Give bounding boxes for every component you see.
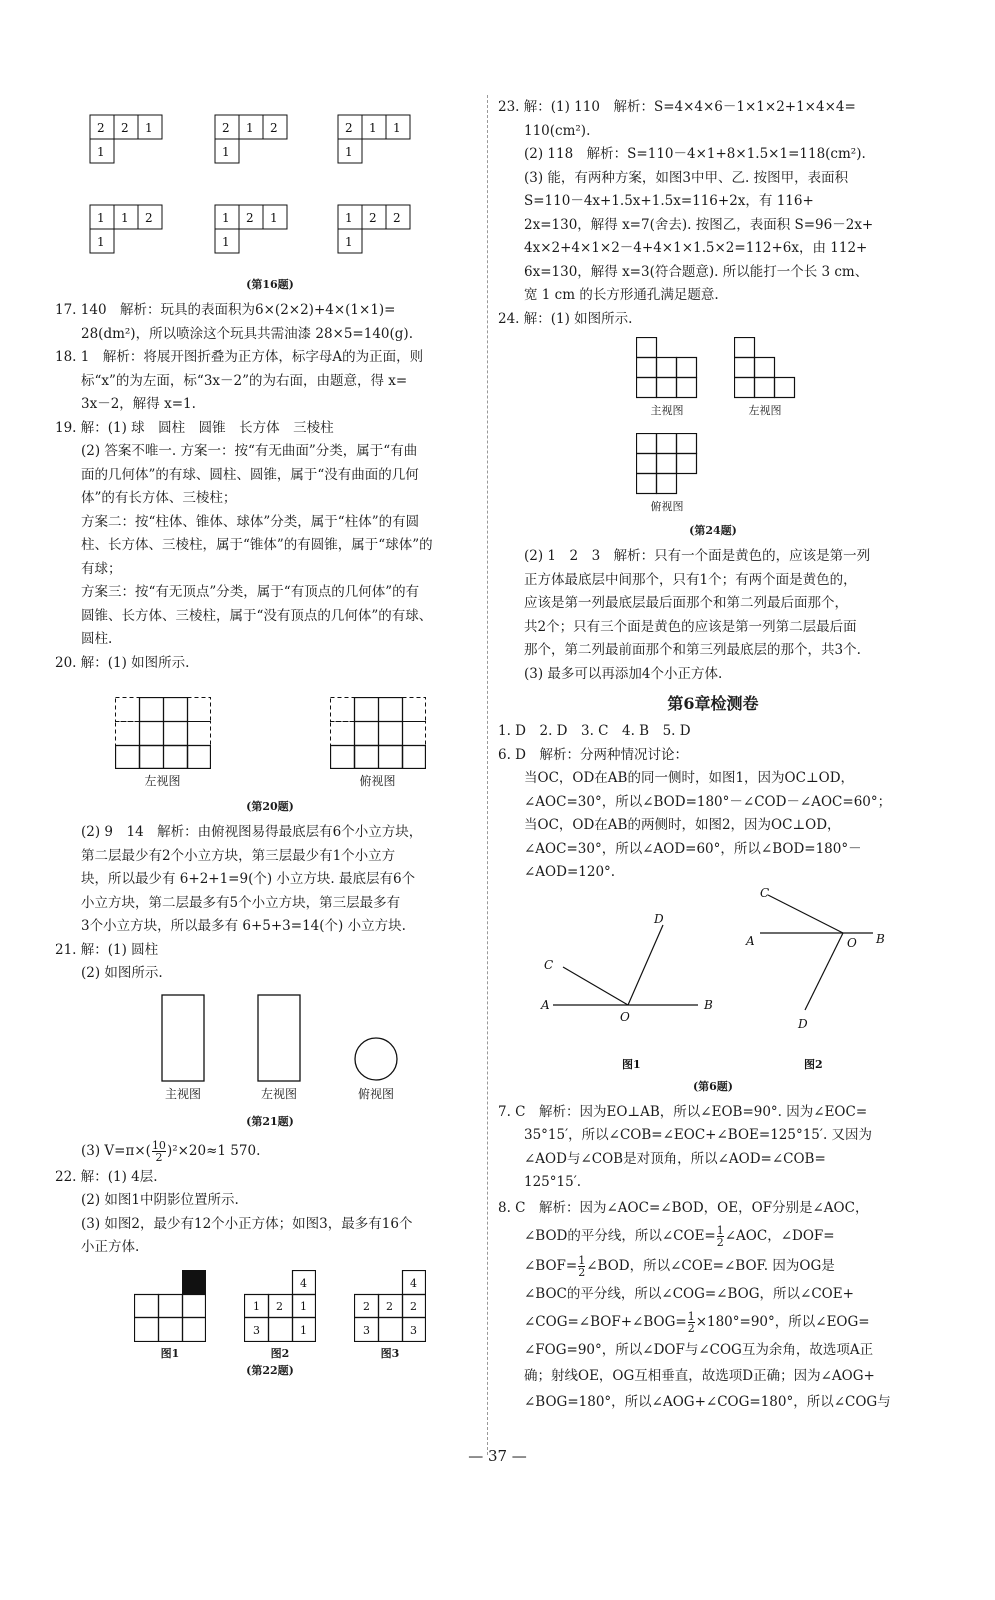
q22-line: 22. 解：(1) 4层.: [55, 1168, 158, 1185]
point-a: A: [746, 933, 755, 948]
point-a: A: [541, 997, 550, 1012]
q22: [55, 1166, 485, 1260]
q21-fraction: [152, 1140, 166, 1163]
q21-top-view: [353, 1036, 399, 1102]
half-fraction: [717, 1225, 724, 1248]
q22-line: (2) 如图1中阴影位置所示.: [81, 1192, 239, 1208]
q21-head: 21. 解：(1) 圆柱: [55, 941, 159, 958]
q21-volume-post: )²×20≈1 570.: [166, 1142, 261, 1159]
q16-net-6-labels: [345, 211, 401, 249]
q22-fig2-drawing: [244, 1270, 316, 1342]
q6-figures: [498, 885, 928, 1077]
q8-line: ∠BOG=180°，所以∠AOG+∠COG=180°，所以∠COG与: [524, 1393, 891, 1410]
frac-num: 1: [716, 1223, 724, 1237]
svg-text:1: 1: [222, 145, 230, 159]
svg-text:2: 2: [276, 1299, 283, 1313]
q24-line: (2) 1 2 3 解析：只有一个面是黄色的，应该是第一列: [524, 548, 871, 564]
svg-text:2: 2: [393, 211, 401, 225]
q24-top-view: [636, 433, 698, 514]
q1-to-q5: 1. D 2. D 3. C 4. B 5. D: [498, 723, 691, 739]
q6-fig1-label: 图1: [622, 1057, 641, 1071]
q21-front-label: 主视图: [164, 1086, 201, 1101]
svg-text:2: 2: [145, 211, 153, 225]
q22-fig1: [134, 1270, 206, 1361]
left-column: [55, 90, 485, 1385]
q21-side-view: [257, 994, 301, 1102]
q16-net-3-labels: [345, 121, 401, 159]
q23-line: (2) 118 解析：S=110－4×1+8×1.5×1=118(cm²).: [524, 146, 866, 162]
q22-fig1-drawing: [134, 1270, 206, 1342]
q7-line: 7. C 解析：因为EO⊥AB，所以∠EOB=90°. 因为∠EOC=: [498, 1103, 868, 1120]
q8-text: ∠COG=∠BOF+∠BOG=: [524, 1313, 687, 1330]
svg-text:3: 3: [410, 1323, 417, 1337]
point-b: B: [876, 931, 885, 946]
point-o: O: [620, 1009, 630, 1024]
q17-line: 28(dm²)，所以喷涂这个玩具共需油漆 28×5=140(g).: [81, 325, 413, 342]
q21-front-view: [161, 994, 205, 1102]
q6-line: 6. D 解析：分两种情况讨论：: [498, 746, 688, 763]
q24-side-label: 左视图: [748, 404, 782, 417]
point-d: D: [654, 911, 664, 926]
frac-den: 2: [578, 1265, 586, 1279]
q20-top-view: [330, 697, 426, 789]
q16-net-4-labels: [97, 211, 153, 249]
q23-line: 110(cm²).: [524, 122, 591, 139]
half-fraction: [688, 1311, 695, 1334]
q21-sub: (2) 如图所示.: [81, 965, 163, 981]
q22-line: 小正方体.: [81, 1239, 140, 1255]
chapter6-title: 第6章检测卷: [667, 694, 759, 713]
svg-text:1: 1: [97, 211, 105, 225]
q24-head: 24. 解：(1) 如图所示.: [498, 310, 633, 327]
q6-line: 当OC，OD在AB的两侧时，如图2，因为OC⊥OD，: [524, 817, 841, 833]
q7: [498, 1101, 928, 1195]
q20-head: 20. 解：(1) 如图所示.: [55, 654, 190, 671]
svg-text:2: 2: [121, 121, 129, 135]
svg-text:1: 1: [222, 211, 230, 225]
svg-text:2: 2: [270, 121, 278, 135]
q22-fig2: [244, 1270, 316, 1361]
q8-line: ∠FOG=90°，所以∠DOF与∠COG互为余角，故选项A正: [524, 1341, 874, 1358]
q24-line: (3) 最多可以再添加4个小正方体.: [524, 665, 723, 682]
svg-text:3: 3: [363, 1323, 370, 1337]
q22-fig2-label: 图2: [270, 1346, 290, 1360]
q21-caption: (第21题): [246, 1114, 294, 1128]
q16-net-figures: [55, 90, 485, 275]
q21-top-circle: [353, 1036, 399, 1082]
frac-den: 2: [716, 1235, 724, 1249]
q24-top-label: 俯视图: [650, 500, 684, 513]
q17-line: 17. 140 解析：玩具的表面积为6×(2×2)+4×(1×1)=: [55, 302, 396, 318]
q20-figures: [55, 675, 485, 789]
q6-caption: (第6题): [692, 1079, 734, 1093]
q6-line: ∠AOD=120°.: [524, 864, 616, 880]
page-number: — 37 —: [468, 1447, 527, 1465]
q23: [498, 96, 928, 308]
svg-text:2: 2: [410, 1299, 417, 1313]
q20-body: [55, 821, 485, 939]
q6-fig1: [553, 925, 698, 1005]
svg-text:1: 1: [246, 121, 254, 135]
q18: [55, 346, 485, 417]
column-divider: [487, 95, 488, 1455]
q20-line: 小立方块，第二层最多有5个小立方块，第三层最多有: [81, 894, 401, 911]
q23-line: (3) 能，有两种方案，如图3中甲、乙. 按图甲，表面积: [524, 169, 849, 186]
svg-text:1: 1: [345, 145, 353, 159]
q24-line: 那个，第二列最前面那个和第三列最底层的那个，共3个.: [524, 642, 861, 658]
q21-top-label: 俯视图: [357, 1086, 394, 1101]
svg-text:2: 2: [222, 121, 230, 135]
q24-side-drawing: [734, 337, 796, 399]
q8-line: 确；射线OE，OG互相垂直，故选项D正确；因为∠AOG+: [524, 1367, 875, 1384]
q19-line: 面的几何体”的有球、圆柱、圆锥，属于“没有曲面的几何: [81, 466, 419, 483]
svg-text:4: 4: [410, 1276, 417, 1290]
point-c: C: [760, 885, 770, 900]
q18-line: 标“x”的为左面，标“3x－2”的为右面，由题意，得 x=: [81, 372, 408, 389]
q17: [55, 299, 485, 346]
q8-line: [498, 1251, 928, 1281]
q20-line: 3个小立方块，所以最多有 6+5+3=14(个) 小立方块.: [81, 918, 406, 934]
svg-text:1: 1: [345, 235, 353, 249]
q16-caption: (第16题): [246, 278, 294, 291]
q20-line: 块，所以最少有 6+2+1=9(个) 小立方块. 最底层有6个: [81, 871, 416, 887]
svg-text:2: 2: [345, 121, 353, 135]
svg-text:1: 1: [369, 121, 377, 135]
q22-figures: [55, 1260, 485, 1361]
q21-side-label: 左视图: [260, 1086, 297, 1101]
q21-frac-den: 2: [152, 1151, 166, 1163]
q23-line: 23. 解：(1) 110 解析：S=4×4×6－1×1×2+1×4×4=: [498, 99, 856, 115]
q20-caption: (第20题): [246, 800, 294, 813]
point-d: D: [798, 1016, 808, 1031]
q23-line: 宽 1 cm 的长方形通孔满足题意.: [524, 287, 719, 303]
q6-fig2-label: 图2: [804, 1057, 823, 1071]
q24-line: 正方体最底层中间那个，只有1个；有两个面是黄色的，: [524, 571, 857, 588]
point-c: C: [544, 957, 554, 972]
q19-line: 19. 解：(1) 球 圆柱 圆锥 长方体 三棱柱: [55, 419, 334, 436]
q21-front-rect: [161, 994, 205, 1082]
q24-line: 应该是第一列最底层最后面那个和第二列最后面那个，: [524, 595, 848, 611]
q24-body: [498, 545, 928, 686]
q24-front-view: [636, 337, 698, 418]
q23-line: S=110－4x+1.5x+1.5x=116+2x，有 116+: [524, 193, 814, 209]
q8-text: ∠BOD，所以∠COE=∠BOF. 因为OG是: [586, 1257, 835, 1274]
q16-net-2-labels: [222, 121, 278, 159]
q19-line: 有球；: [81, 560, 122, 577]
q21-side-rect: [257, 994, 301, 1082]
point-b: B: [704, 997, 713, 1012]
q19-line: 圆柱.: [81, 631, 113, 647]
q16-net-1-labels: [97, 121, 153, 159]
svg-text:1: 1: [222, 235, 230, 249]
q8-line: [498, 1221, 928, 1251]
q19-line: 方案三：按“有无顶点”分类，属于“有顶点的几何体”的有: [81, 584, 420, 600]
q23-line: 6x=130，解得 x=3(符合题意). 所以能打一个长 3 cm、: [524, 263, 869, 280]
svg-text:1: 1: [345, 211, 353, 225]
right-column: [498, 90, 928, 1415]
q19-line: 体”的有长方体、三棱柱；: [81, 490, 237, 506]
svg-text:3: 3: [253, 1323, 260, 1337]
q22-fig1-label: 图1: [160, 1346, 180, 1360]
q23-line: 4x×2+4×1×2－4+4×1×1.5×2=112+6x，由 112+: [524, 240, 868, 256]
q6-fig2: [760, 895, 873, 1010]
q22-fig3-drawing: [354, 1270, 426, 1342]
q24-top-drawing: [636, 433, 698, 495]
svg-text:1: 1: [121, 211, 129, 225]
frac-den: 2: [687, 1321, 695, 1335]
svg-text:1: 1: [300, 1323, 307, 1337]
q8-text: ∠AOC，∠DOF=: [724, 1227, 835, 1244]
frac-num: 1: [687, 1309, 695, 1323]
q21-volume-pre: (3) V=π×(: [81, 1142, 151, 1159]
q20-left-view: [115, 697, 211, 789]
svg-text:4: 4: [300, 1276, 307, 1290]
half-fraction: [578, 1255, 585, 1278]
frac-num: 1: [578, 1253, 586, 1267]
q18-line: 18. 1 解析：将展开图折叠为正方体，标字母A的为正面，则: [55, 349, 424, 365]
q7-line: 35°15′，所以∠COB=∠EOC+∠BOE=125°15′. 又因为: [524, 1127, 873, 1143]
q18-line: 3x－2，解得 x=1.: [81, 396, 196, 412]
q19-line: 圆锥、长方体、三棱柱，属于“没有顶点的几何体”的有球、: [81, 607, 433, 624]
q20-top-view-label: 俯视图: [359, 774, 396, 788]
q8: [498, 1195, 928, 1415]
svg-text:2: 2: [369, 211, 377, 225]
q21-figures: [55, 986, 485, 1102]
q20-line: (2) 9 14 解析：由俯视图易得最底层有6个小立方块，: [81, 824, 423, 840]
q24-caption: (第24题): [689, 524, 737, 537]
q6-angle-figures: [498, 885, 928, 1077]
q21-volume: [55, 1136, 485, 1166]
q16-net-5-labels: [222, 211, 278, 249]
q22-shaded-cell: [183, 1270, 206, 1294]
q22-caption: (第22题): [246, 1363, 294, 1377]
q24-line: 共2个；只有三个面是黄色的应该是第一列第二层最后面: [524, 618, 857, 635]
q6-line: 当OC，OD在AB的同一侧时，如图1，因为OC⊥OD，: [524, 770, 855, 786]
q6-line: ∠AOC=30°，所以∠AOD=60°，所以∠BOD=180°－: [524, 840, 862, 857]
svg-text:1: 1: [145, 121, 153, 135]
point-o: O: [847, 935, 857, 950]
q20-left-view-label: 左视图: [144, 774, 181, 788]
q19-line: (2) 答案不唯一. 方案一：按“有无曲面”分类，属于“有曲: [81, 443, 418, 459]
q6-fig1-labels: [540, 912, 713, 1024]
q19: [55, 417, 485, 652]
q20-line: 第二层最少有2个小立方块，第三层最少有1个小立方: [81, 847, 396, 864]
q24-front-drawing: [636, 337, 698, 399]
q16-figures: [55, 90, 485, 275]
q20-top-view-drawing: [330, 697, 426, 769]
q8-line: ∠BOC的平分线，所以∠COG=∠BOG，所以∠COE+: [524, 1285, 854, 1302]
q8-line: 8. C 解析：因为∠AOC=∠BOD，OE，OF分别是∠AOC，: [498, 1199, 869, 1216]
q6-line: ∠AOC=30°，所以∠BOD=180°－∠COD－∠AOC=60°；: [524, 793, 892, 810]
q21-frac-num: 10: [151, 1138, 166, 1152]
q19-line: 柱、长方体、三棱柱，属于“锥体”的有圆锥，属于“球体”的: [81, 537, 433, 553]
svg-text:1: 1: [253, 1299, 260, 1313]
q6-fig2-labels: [745, 886, 885, 1031]
svg-text:1: 1: [97, 235, 105, 249]
q24-figures: [498, 331, 928, 521]
q8-line: [498, 1307, 928, 1337]
svg-text:2: 2: [97, 121, 105, 135]
svg-text:2: 2: [363, 1299, 370, 1313]
svg-text:1: 1: [97, 145, 105, 159]
svg-text:2: 2: [246, 211, 254, 225]
q22-fig3-label: 图3: [380, 1346, 400, 1360]
q24-side-view: [734, 337, 796, 418]
q20-left-view-drawing: [115, 697, 211, 769]
svg-text:2: 2: [386, 1299, 393, 1313]
q8-text: ∠BOF=: [524, 1257, 578, 1274]
q22-fig3: [354, 1270, 426, 1361]
q6: [498, 744, 928, 885]
q19-line: 方案二：按“柱体、锥体、球体”分类，属于“柱体”的有圆: [81, 513, 420, 530]
q8-text: ×180°=90°，所以∠EOG=: [695, 1313, 870, 1330]
q8-text: ∠BOD的平分线，所以∠COE=: [524, 1227, 716, 1244]
svg-text:1: 1: [270, 211, 278, 225]
svg-text:1: 1: [393, 121, 401, 135]
q23-line: 2x=130，解得 x=7(舍去). 按图乙，表面积 S=96－2x+: [524, 216, 874, 233]
q22-line: (3) 如图2，最少有12个小正方体；如图3，最多有16个: [81, 1215, 413, 1232]
q7-line: 125°15′.: [524, 1174, 582, 1190]
svg-text:1: 1: [300, 1299, 307, 1313]
q7-line: ∠AOD与∠COB是对顶角，所以∠AOD=∠COB=: [524, 1150, 826, 1167]
q24-front-label: 主视图: [650, 404, 684, 417]
